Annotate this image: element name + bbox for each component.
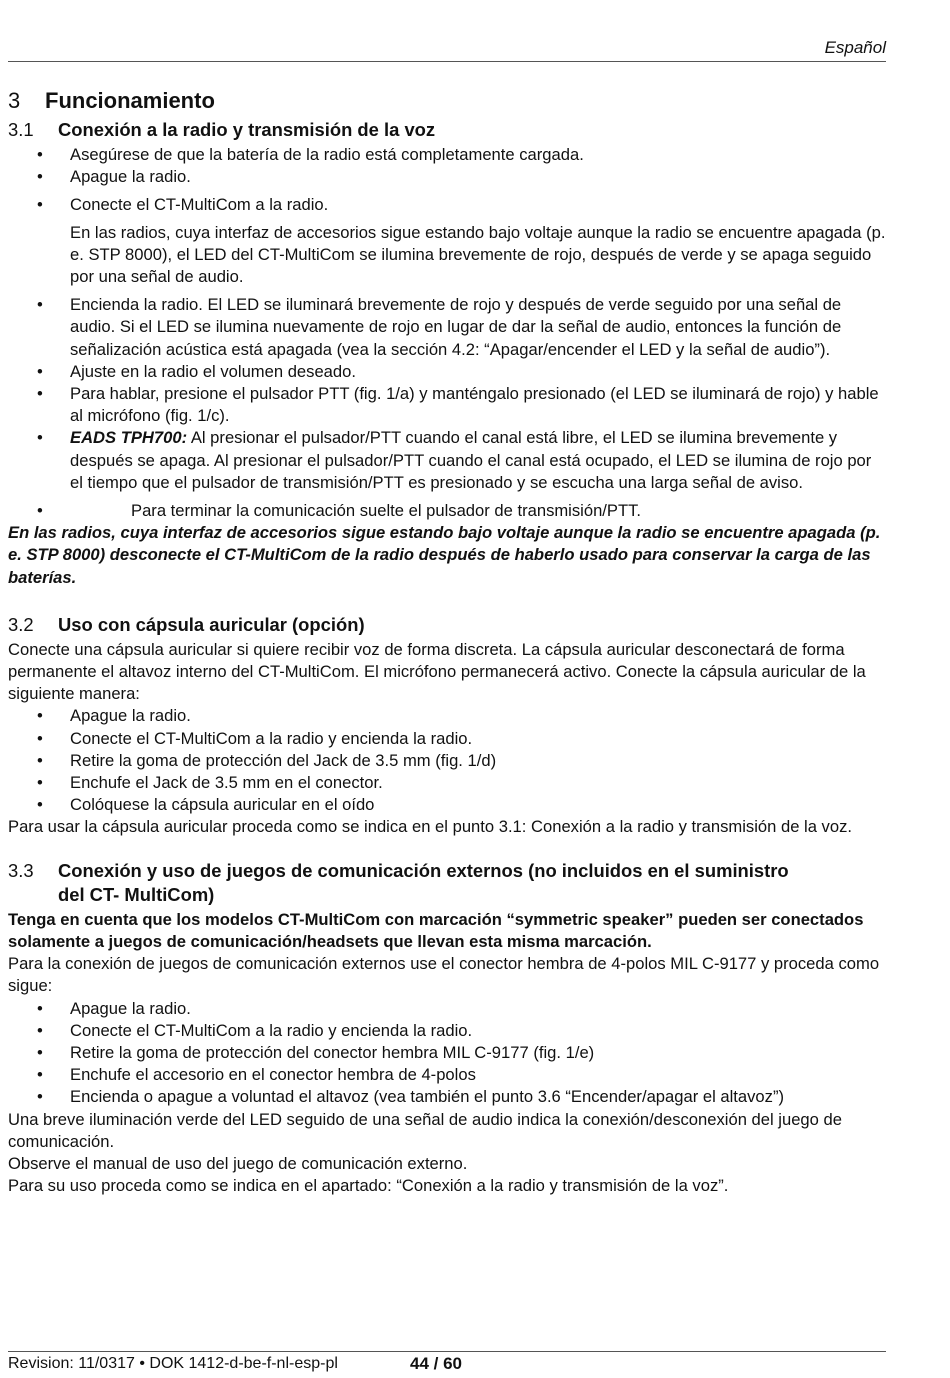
list-item: • Para terminar la comunicación suelte el pulsador de transmisión/PTT. xyxy=(8,500,886,522)
list-item: • Conecte el CT-MultiCom a la radio. xyxy=(8,194,886,216)
usage-note: Para su uso proceda como se indica en el apartado: “Conexión a la radio y transmisión de la voz”. xyxy=(8,1176,729,1196)
section-title: Conexión y uso de juegos de comunicación externos (no incluidos en el suministro del CT- MultiCom) xyxy=(58,859,789,905)
section-number: 3.3 xyxy=(8,859,34,881)
section-3-3-list xyxy=(8,998,886,1109)
list-item: • Conecte el CT-MultiCom a la radio y encienda la radio. xyxy=(8,1020,886,1042)
section-3-2-heading xyxy=(8,613,886,637)
list-item: • Encienda la radio. El LED se iluminará brevemente de rojo y después de verde seguido por una señal de audio. Si el LED se ilumina nuevamente de rojo en lugar de dar la señal de audio, entonces la función de señalización acústica está apagada (vea la sección 4.2: “Apagar/encender el LED y la señal de audio”). xyxy=(8,294,886,361)
header-rule xyxy=(8,61,886,62)
section-number: 3 xyxy=(8,88,21,113)
section-3-2-list xyxy=(8,705,886,816)
battery-warning: En las radios, cuya interfaz de accesorios sigue estando bajo voltaje aunque la radio se encuentre apagada (p. e. STP 8000) desconecte el CT-MultiCom de la radio después de haberlo usado para conservar la carga de las baterías. xyxy=(8,523,881,587)
footer-rule xyxy=(8,1351,886,1352)
list-item: • Apague la radio. xyxy=(8,705,886,727)
list-item: • Apague la radio. xyxy=(8,998,886,1020)
list-item-eads xyxy=(8,427,886,494)
footer-revision: Revision: 11/0317 • DOK 1412-d-be-f-nl-esp-pl xyxy=(8,1355,338,1372)
external-kit-intro: Para la conexión de juegos de comunicación externos use el conector hembra de 4-polos MIL C-9177 y proceda como sigue: xyxy=(8,954,880,996)
earpiece-intro: Conecte una cápsula auricular si quiere recibir voz de forma discreta. La cápsula auricular desconectará de forma permanente el altavoz interno del CT-MultiCom. El micrófono permanecerá activo. Conecte la cápsula auricular de la siguiente manera: xyxy=(8,639,866,704)
radio-voltage-note: En las radios, cuya interfaz de accesorios sigue estando bajo voltaje aunque la radio se encuentre apagada (p. e. STP 8000), el LED del CT-MultiCom se ilumina brevemente de rojo, después de verde y se apaga seguido por una señal de audio. xyxy=(70,222,886,287)
page-number: 44 / 60 xyxy=(410,1354,462,1373)
list-item: • Enchufe el Jack de 3.5 mm en el conector. xyxy=(8,772,886,794)
section-title: Conexión a la radio y transmisión de la voz xyxy=(58,119,436,140)
list-item: • Encienda o apague a voluntad el altavoz (vea también el punto 3.6 “Encender/apagar el altavoz”) xyxy=(8,1086,886,1108)
list-item: • Apague la radio. xyxy=(8,166,886,188)
header-language: Español xyxy=(824,38,886,57)
eads-text: Al presionar el pulsador/PTT cuando el canal está libre, el LED se ilumina brevemente y después se apaga. Al presionar el pulsador/PTT cuando el canal está ocupado, el LED se ilumina de rojo por el tiempo que el pulsador de transmisión/PTT es presionado y se escucha una larga señal de aviso. xyxy=(70,428,872,492)
section-3-3-heading xyxy=(8,859,886,907)
section-3-1-heading xyxy=(8,118,886,142)
symmetric-speaker-note: Tenga en cuenta que los modelos CT-MultiCom con marcación “symmetric speaker” pueden ser conectados solamente a juegos de comunicación/headsets que llevan esta misma marcación. xyxy=(8,909,864,951)
list-item: • Colóquese la cápsula auricular en el oído xyxy=(8,794,886,816)
manual-note: Observe el manual de uso del juego de comunicación externo. xyxy=(8,1153,468,1173)
list-item: • Retire la goma de protección del Jack de 3.5 mm (fig. 1/d) xyxy=(8,750,886,772)
led-indication-text: Una breve iluminación verde del LED seguido de una señal de audio indica la conexión/desconexión del juego de comunicación. xyxy=(8,1109,842,1151)
list-item: • Ajuste en la radio el volumen deseado. xyxy=(8,361,886,383)
list-item: • Retire la goma de protección del conector hembra MIL C-9177 (fig. 1/e) xyxy=(8,1042,886,1064)
section-3-heading xyxy=(8,86,886,116)
list-item: • Conecte el CT-MultiCom a la radio y encienda la radio. xyxy=(8,728,886,750)
section-number: 3.2 xyxy=(8,613,34,635)
section-3-1-list xyxy=(8,144,886,217)
earpiece-outro: Para usar la cápsula auricular proceda como se indica en el punto 3.1: Conexión a la radio y transmisión de la voz. xyxy=(8,817,852,837)
section-title: Funcionamiento xyxy=(45,88,215,113)
section-title: Uso con cápsula auricular (opción) xyxy=(58,613,365,635)
list-item: • Para hablar, presione el pulsador PTT (fig. 1/a) y manténgalo presionado (el LED se iluminará de rojo) y hable al micrófono (fig. 1/c). xyxy=(8,383,886,427)
page-content xyxy=(8,86,886,1197)
section-number: 3.1 xyxy=(8,119,34,140)
list-item: • Asegúrese de que la batería de la radio está completamente cargada. xyxy=(8,144,886,166)
eads-label: EADS TPH700: xyxy=(70,428,188,448)
section-3-1-list-2 xyxy=(8,294,886,522)
list-item: • Enchufe el accesorio en el conector hembra de 4-polos xyxy=(8,1064,886,1086)
